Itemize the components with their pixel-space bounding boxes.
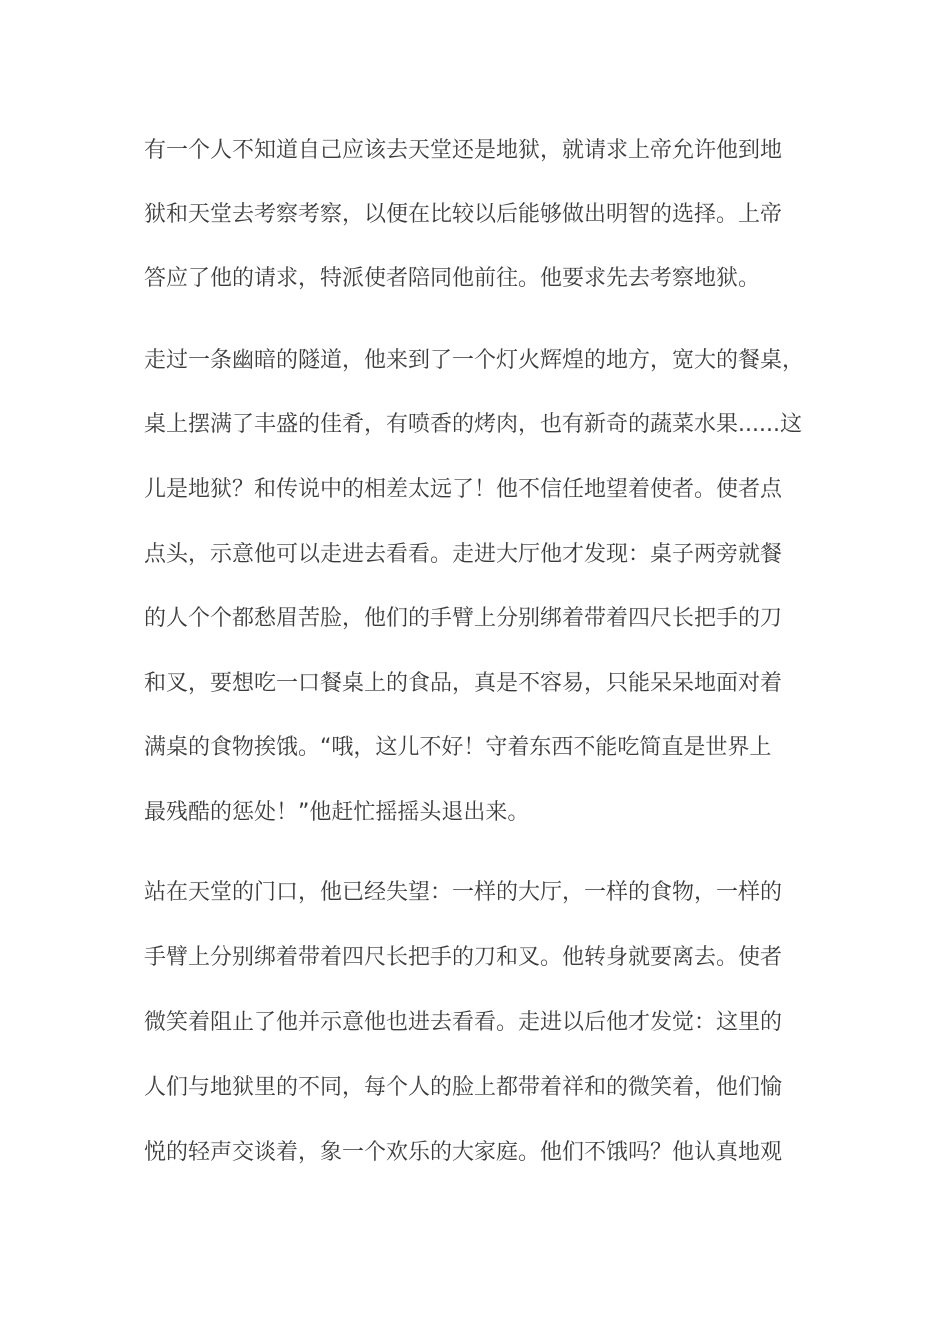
paragraph-3-line-4: 人们与地狱里的不同，每个人的脸上都带着祥和的微笑着，他们愉 [144,1075,783,1100]
paragraph-2-line-5: 的人个个都愁眉苦脸，他们的手臂上分别绑着带着四尺长把手的刀 [144,606,783,631]
paragraph-2-line-6: 和叉，要想吃一口餐桌上的食品，真是不容易，只能呆呆地面对着 [144,671,783,696]
paragraph-1-line-1: 有一个人不知道自己应该去天堂还是地狱，就请求上帝允许他到地 [144,138,783,163]
paragraph-2-line-1: 走过一条幽暗的隧道，他来到了一个灯火辉煌的地方，宽大的餐桌， [144,348,805,373]
paragraph-1-line-2: 狱和天堂去考察考察，以便在比较以后能够做出明智的选择。上帝 [144,202,783,227]
paragraph-3-line-3: 微笑着阻止了他并示意他也进去看看。走进以后他才发觉：这里的 [144,1010,783,1035]
paragraph-2-line-4: 点头，示意他可以走进去看看。走进大厅他才发现：桌子两旁就餐 [144,542,783,567]
paragraph-3-line-2: 手臂上分别绑着带着四尺长把手的刀和叉。他转身就要离去。使者 [144,945,783,970]
paragraph-3-line-1: 站在天堂的门口，他已经失望：一样的大厅，一样的食物，一样的 [144,880,783,905]
paragraph-3-line-5: 悦的轻声交谈着，象一个欢乐的大家庭。他们不饿吗？他认真地观 [144,1140,783,1165]
paragraph-2-line-2: 桌上摆满了丰盛的佳肴，有喷香的烤肉，也有新奇的蔬菜水果......这 [144,412,802,437]
paragraph-2-line-7: 满桌的食物挨饿。“哦，这儿不好！守着东西不能吃简直是世界上 [144,735,772,760]
paragraph-2-line-3: 儿是地狱？和传说中的相差太远了！他不信任地望着使者。使者点 [144,477,783,502]
paragraph-1-line-3: 答应了他的请求，特派使者陪同他前往。他要求先去考察地狱。 [144,266,761,291]
paragraph-2-line-8: 最残酷的惩处！”他赶忙摇摇头退出来。 [144,800,530,825]
